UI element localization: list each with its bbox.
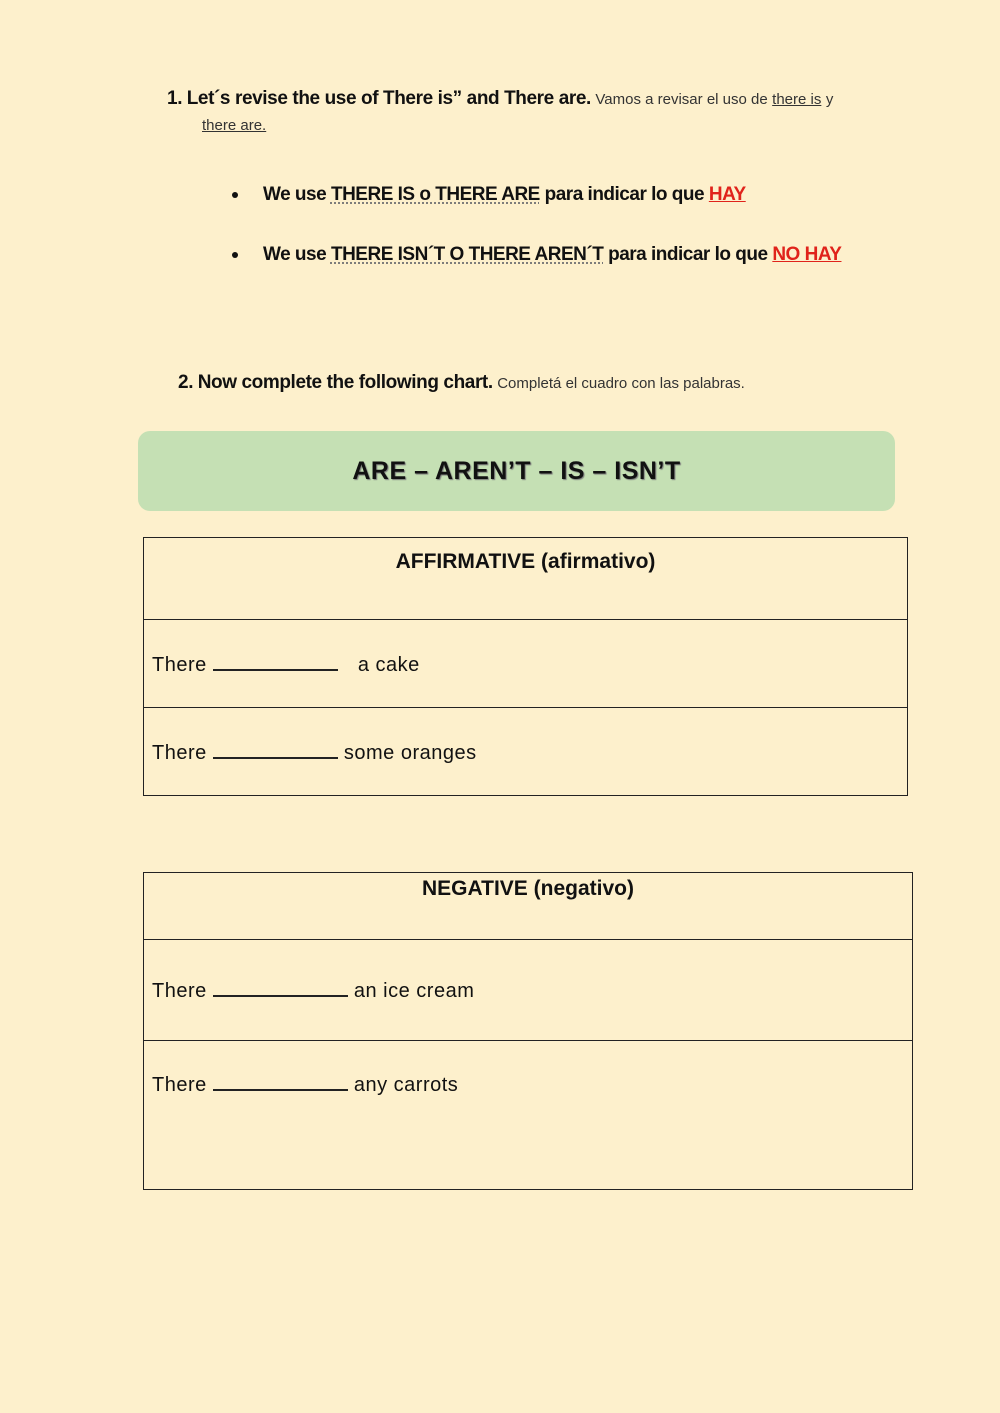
sentence-start: There [152,741,207,764]
question-1-link-there-are: there are. [202,117,267,134]
negative-header [144,873,913,940]
bullet-term: THERE ISN´T O THERE AREN´T [330,244,604,265]
bullet-term: THERE IS o THERE ARE [330,184,540,205]
question-1-title: Let´s revise the use of There is” and There are. [186,88,591,109]
bullet-item [232,180,841,210]
table-row [144,1041,913,1190]
bullet-highlight: NO HAY [772,244,842,265]
negative-table [143,872,913,1190]
question-1-spanish: Vamos a revisar el uso de [595,91,768,108]
question-1-link-there-is: there is [772,91,822,108]
question-2-number: 2. [178,372,194,393]
bullet-item [232,240,841,270]
answer-blank[interactable] [213,739,338,759]
table-row [144,940,913,1041]
affirmative-table [143,537,908,796]
answer-blank[interactable] [213,977,348,997]
word-bank-box [138,431,895,511]
affirmative-header [144,538,908,620]
affirmative-header-bold: AFFIRMATIVE [395,550,536,573]
sentence-end: any carrots [353,1074,459,1096]
sentence-start: There [152,1074,207,1096]
bullet-highlight: HAY [708,184,746,205]
bullet-prefix: We use [263,184,327,205]
answer-blank[interactable] [213,1071,348,1091]
table-row [144,620,908,708]
question-1 [167,86,887,139]
sentence-end: some oranges [343,741,477,764]
answer-blank[interactable] [213,651,338,671]
sentence-end: an ice cream [353,980,475,1002]
negative-header-paren: (negativo) [533,877,634,900]
affirmative-header-paren: (afirmativo) [541,550,656,573]
bullet-icon [232,252,238,258]
usage-bullet-list [232,180,841,300]
question-2 [178,370,745,397]
table-row [144,708,908,796]
bullet-text [263,184,746,206]
question-1-number: 1. [167,88,183,109]
bullet-icon [232,192,238,198]
sentence-end: a cake [357,653,420,676]
bullet-middle: para indicar lo que [608,244,768,265]
question-2-spanish: Completá el cuadro con las palabras. [497,375,745,392]
negative-header-bold: NEGATIVE [422,877,528,900]
bullet-middle: para indicar lo que [544,184,705,205]
sentence-start: There [152,653,207,676]
question-1-conjunction: y [825,91,834,108]
word-bank-text: ARE – AREN’T – IS – ISN’T [352,456,681,485]
sentence-start: There [152,980,207,1002]
bullet-text [263,244,841,266]
bullet-prefix: We use [263,244,327,265]
question-2-title: Now complete the following chart. [197,372,493,393]
